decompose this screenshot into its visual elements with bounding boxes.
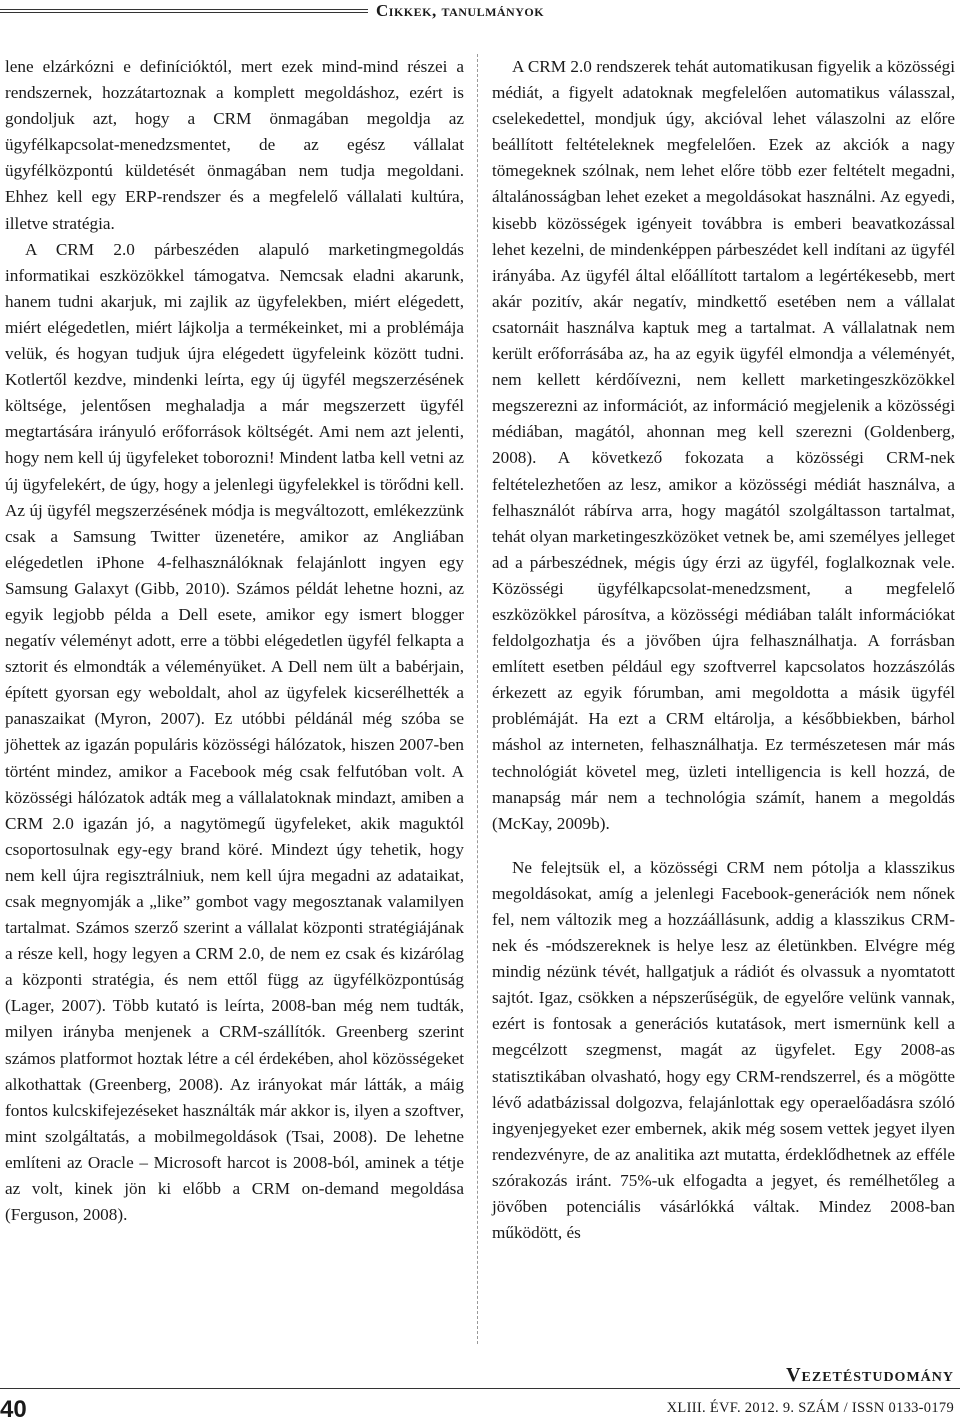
right-paragraph-1: A CRM 2.0 rendszerek tehát automatikusan figyelik a közösségi médiát, a figyelt adatoknak megfelelően automatikus válasszal, cselekedettel, mondjuk úgy, akcióval lehet válaszolni az előre beállított feltételeknek megfelelően. Ezek az akciók a nagy tömegeknek szólnak, nem lehet előre több ezer feltételt megadni, általánosságban lehet ezeket a megoldásokat használni. Az egyedi, kisebb közösségek igényeit továbbra is emberi beavatkozással lehet kezelni, de mindenképpen párbeszédet kell indítani az ügyfél irányába. Az ügyfél által előállított tartalom a legértékesebb, mert akár pozitív, akár negatív, mindkettő esetében nem a vállalat csatornáit használva kaptuk meg a tartalmat. A vállalatnak nem került erőforrásába az, ha az egyik ügyfél elmondja a véleményét, nem kellett kérdőívezni, nem kellett marketingeszközökkel megszerezni az információt, az információ megjelenik a közösségi médiában, magától, ahonnan meg kell szerezni (Goldenberg, 2008). A következő fokozata a közösségi CRM-nek feltételezhetően az lesz, amikor a közösségi médiát használva, a felhasználót rábírva arra, hogy magától szolgáltasson tartalmat, tehát olyan marketingeszközöket vetnek be, ami személyes jelleget ad a párbeszédnek, mégis úgy érzi az ügyfél, foglalkoznak vele. Közösségi ügyfélkapcsolat-menedzsment, a megfelelő eszközökkel párosítva, a közösségi médiában talált információkat feldolgozhatja és a jövőben újra felhasználhatja. A forrásban említett esetben például egy szoftverrel kapcsolatos hozzászólás érkezett az egyik fórumban, ami megoldotta a másik ügyfél problémáját. Ha ezt a CRM eltárolja, a későbbiekben, bárhol máshol az interneten, felhasználhatja. Ez természetesen már más technológiát követel meg, üzleti intelligencia is kell hozzá, de manapság már nem a technológia számít, hanem a megoldás (McKay, 2009b). (492, 57, 955, 833)
journal-issue: XLIII. ÉVF. 2012. 9. SZÁM / ISSN 0133-0179 (666, 1400, 954, 1416)
header-rule (0, 9, 368, 13)
running-header (0, 0, 960, 24)
right-paragraph-2: Ne felejtsük el, a közösségi CRM nem pótolja a klasszikus megoldásokat, amíg a jelenlegi Facebook-generációk nem nőnek fel, nem változik meg a hozzáállásunk, addig a klasszikus CRM-nek és -módszereknek is helye lesz az életünkben. Elvégre még mindig nézünk tévét, hallgatjuk a rádiót és olvassuk a nyomtatott sajtót. Igaz, csökken a népszerűségük, de egyelőre velünk vannak, ezért is fontosak a generációs kutatások, mert ismernünk kell a megcélzott szegmenst, magát az ügyfelet. Egy 2008-as statisztikában olvasható, hogy egy CRM-rendszerrel, és a mögötte lévő adatbázissal dolgozva, felajánlottak egy operaelőadásra szóló ingyenjegyeket ezer embernek, akik még sosem vettek jegyet ilyen rendezvényre, de az analitika azt mutatta, érdeklődhetnek az efféle szórakozás iránt. 75%-uk elfogadta a jegyet, és remélhetőleg a jövőben potenciális vásárlókká váltak. Mindez 2008-ban működött, és (492, 857, 955, 1243)
left-paragraph-1: lene elzárkózni e definícióktól, mert ezek mind-mind részei a rendszernek, hozzátartoznak a komplett megoldáshoz, ezért is gondoljuk azt, hogy a CRM önmagában megoldja az ügyfélkapcsolat-menedzsmentet, de az egész vállalat ügyfélközpontú küldetését önmagában nem tudja megoldani. Ehhez kell egy ERP-rendszer és a megfelelő vállalati kultúra, illetve stratégia. (5, 57, 464, 233)
footer-rule (0, 1388, 960, 1389)
journal-name: Vezetéstudomány (786, 1364, 954, 1386)
left-paragraph-2: A CRM 2.0 párbeszéden alapuló marketingmegoldás informatikai eszközökkel támogatva. Nemcsak eladni akarunk, hanem tudni akarjuk, mi zajlik az ügyfelekben, miért elégedett, miért elégedetlen, miért lájkolja a termékeinket, mi a problémája velük, és hogyan tudjuk újra elégedett ügyfeleink között tudni. Kotlertől kezdve, mindenki leírta, egy új ügyfél megszerzésének költsége, jelentősen meghaladja a már megszerzett ügyfél megtartására irányuló erőforrások költségét. Ami nem azt jelenti, hogy nem kell új ügyfeleket toborozni! Mindent latba kell vetni az új ügyfelekért, de úgy, hogy a jelenlegi ügyfelekkel is törődni kell. Az új ügyfél megszerzésének módja is megváltozott, emlékezzünk csak a Samsung Twitter üzenetére, amikor az Angliában elégedetlen iPhone 4-felhasználóknak felajánlott ingyen egy Samsung Galaxyt (Gibb, 2010). Számos példát lehetne hozni, az egyik legjobb példa a Dell esete, amikor egy ismert blogger negatív véleményt adott, erre a többi elégedetlen ügyfél felkapta a sztorit és elmondták a véleményüket. A Dell nem ült a babérjain, épített gyorsan egy weboldalt, ahol az ügyfelek kicserélhették a panaszaikat (Myron, 2007). Ez utóbbi példánál még szóba se jöhettek az igazán populáris közösségi hálózatok, hiszen 2007-ben történt mindez, amikor a Facebook még csak felfutóban volt. A közösségi hálózatok adták meg a vállalatoknak mindazt, amiben a CRM 2.0 igazán jó, a nagytömegű ügyfeleket, akik maguktól csoportosulnak egy-egy brand köré. Mindezt úgy tehetik, hogy nem kell újra regisztrálniuk, nem kell újra megadni az adataikat, csak megnyomják a „like” gombot vagy megosztanak valamilyen tartalmat. Számos szerző szerint a vállalat központi stratégiájának a része kell, hogy legyen a CRM 2.0, de nem ez csak és kizárólag a központi stratégia, és nem ettől függ az ügyfélközpontúság (Lager, 2007). Több kutató is leírta, 2008-ban még nem tudták, milyen irányba menjenek a CRM-szállítók. Greenberg szerint számos platformot hoztak létre a cél érdekében, ahol közösségeket alkothattak (Greenberg, 2008). Az irányokat már látták, a máig fontos kulcskifejezéseket használták már akkor is, ilyen a szoftver, mint szolgáltatás, a mobilmegoldások (Tsai, 2008). De lehetne említeni az Oracle – Microsoft harcot is 2008-ból, aminek a tétje az volt, kinek jön ki előbb a CRM on-demand megoldása (Ferguson, 2008). (5, 239, 464, 1225)
page-number: 40 (0, 1396, 27, 1423)
column-divider (477, 54, 478, 1344)
right-column (492, 54, 955, 1344)
section-title: Cikkek, tanulmányok (376, 1, 545, 20)
left-column (5, 54, 464, 1344)
